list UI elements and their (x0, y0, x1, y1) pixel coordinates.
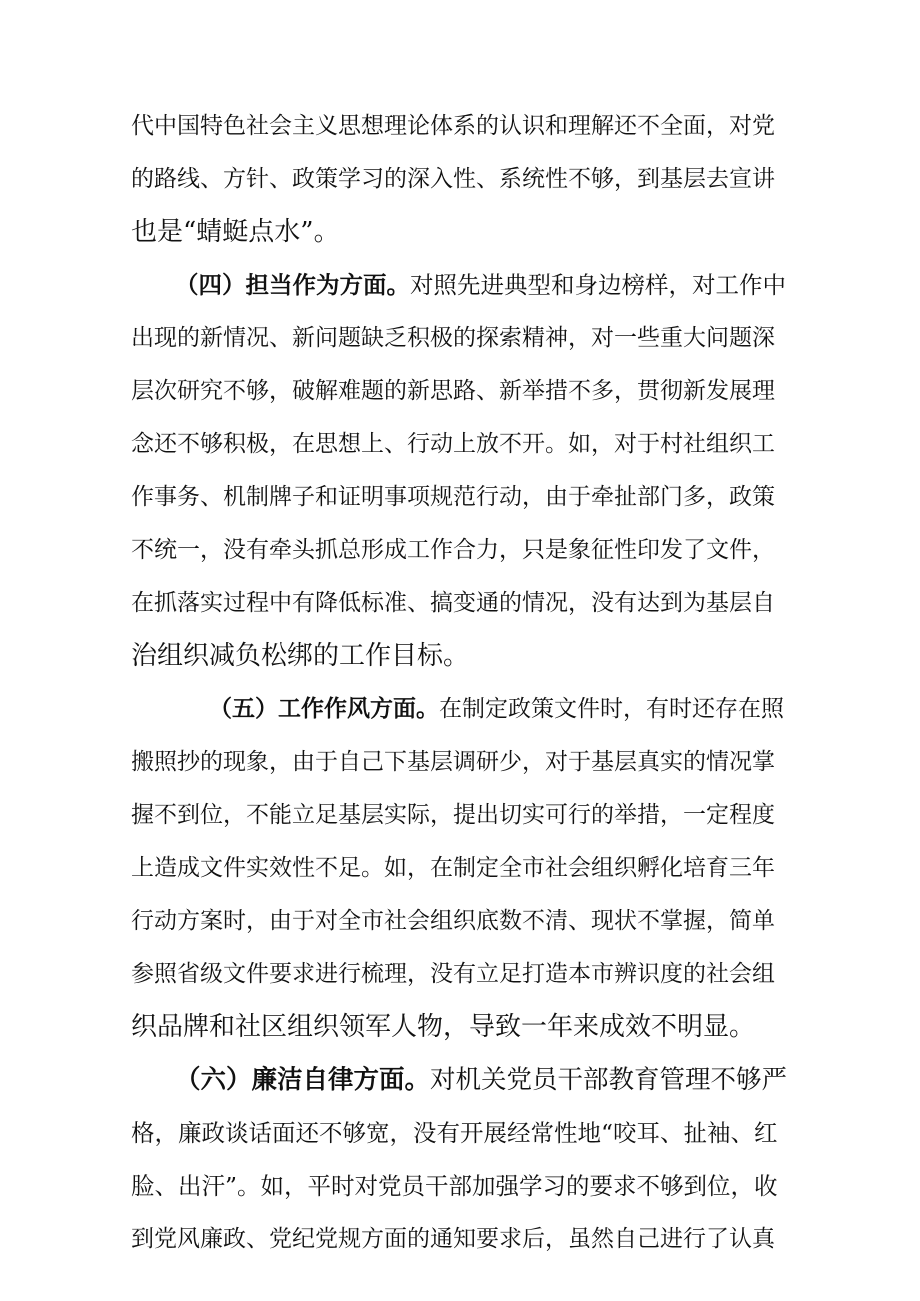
paragraph-line: 不统一，没有牵头抓总形成工作合力，只是象征性印发了文件， (131, 537, 775, 563)
paragraph-line: 搬照抄的现象，由于自己下基层调研少，对于基层真实的情况掌 (131, 749, 775, 775)
section-6-first-line (175, 1058, 787, 1102)
paragraph-line: 格，廉政谈话面还不够宽，没有开展经常性地“咬耳、扯袖、红 (131, 1119, 778, 1147)
section-4-text: 对照先进典型和身边榜样，对工作中 (410, 271, 786, 299)
paragraph-line: 织品牌和社区组织领军人物，导致一年来成效不明显。 (131, 1012, 756, 1042)
paragraph-line: 出现的新情况、新问题缺乏积极的探索精神，对一些重大问题深 (131, 325, 775, 351)
paragraph-line: 念还不够积极，在思想上、行动上放不开。如，对于村社组织工 (131, 431, 775, 457)
paragraph-line: 参照省级文件要求进行梳理，没有立足打造本市辨识度的社会组 (131, 961, 775, 987)
section-6-heading: （六）廉洁自律方面。 (175, 1065, 431, 1095)
paragraph-line: 代中国特色社会主义思想理论体系的认识和理解还不全面，对党 (131, 113, 775, 139)
paragraph-line: 握不到位，不能立足基层实际，提出切实可行的举措，一定程度 (131, 802, 775, 828)
paragraph-line: 在抓落实过程中有降低标准、搞变通的情况，没有达到为基层自 (131, 590, 775, 616)
paragraph-line: 的路线、方针、政策学习的深入性、系统性不够，到基层去宣讲 (131, 166, 775, 192)
section-5-heading: （五）工作作风方面。 (209, 696, 439, 722)
section-4-heading: （四）担当作为方面。 (175, 271, 410, 299)
section-6-text: 对机关党员干部教育管理不够严 (430, 1065, 788, 1095)
paragraph-line: 作事务、机制牌子和证明事项规范行动，由于牵扯部门多，政策 (131, 484, 775, 510)
paragraph-line: 到党风廉政、党纪党规方面的通知要求后，虽然自己进行了认真 (131, 1226, 775, 1252)
section-5-text: 在制定政策文件时，有时还存在照 (439, 696, 784, 722)
paragraph-line: 也是“蜻蜓点水”。 (131, 217, 340, 247)
paragraph-line: 行动方案时，由于对全市社会组织底数不清、现状不掌握，简单 (131, 908, 775, 934)
paragraph-line: 脸、出汗”。如，平时对党员干部加强学习的要求不够到位，收 (131, 1172, 778, 1200)
section-5-first-line (209, 687, 784, 731)
paragraph-line: 治组织减负松绑的工作目标。 (131, 641, 470, 671)
paragraph-line: 层次研究不够，破解难题的新思路、新举措不多，贯彻新发展理 (131, 378, 775, 404)
paragraph-line: 上造成文件实效性不足。如，在制定全市社会组织孵化培育三年 (131, 855, 775, 881)
section-4-first-line (175, 263, 786, 307)
